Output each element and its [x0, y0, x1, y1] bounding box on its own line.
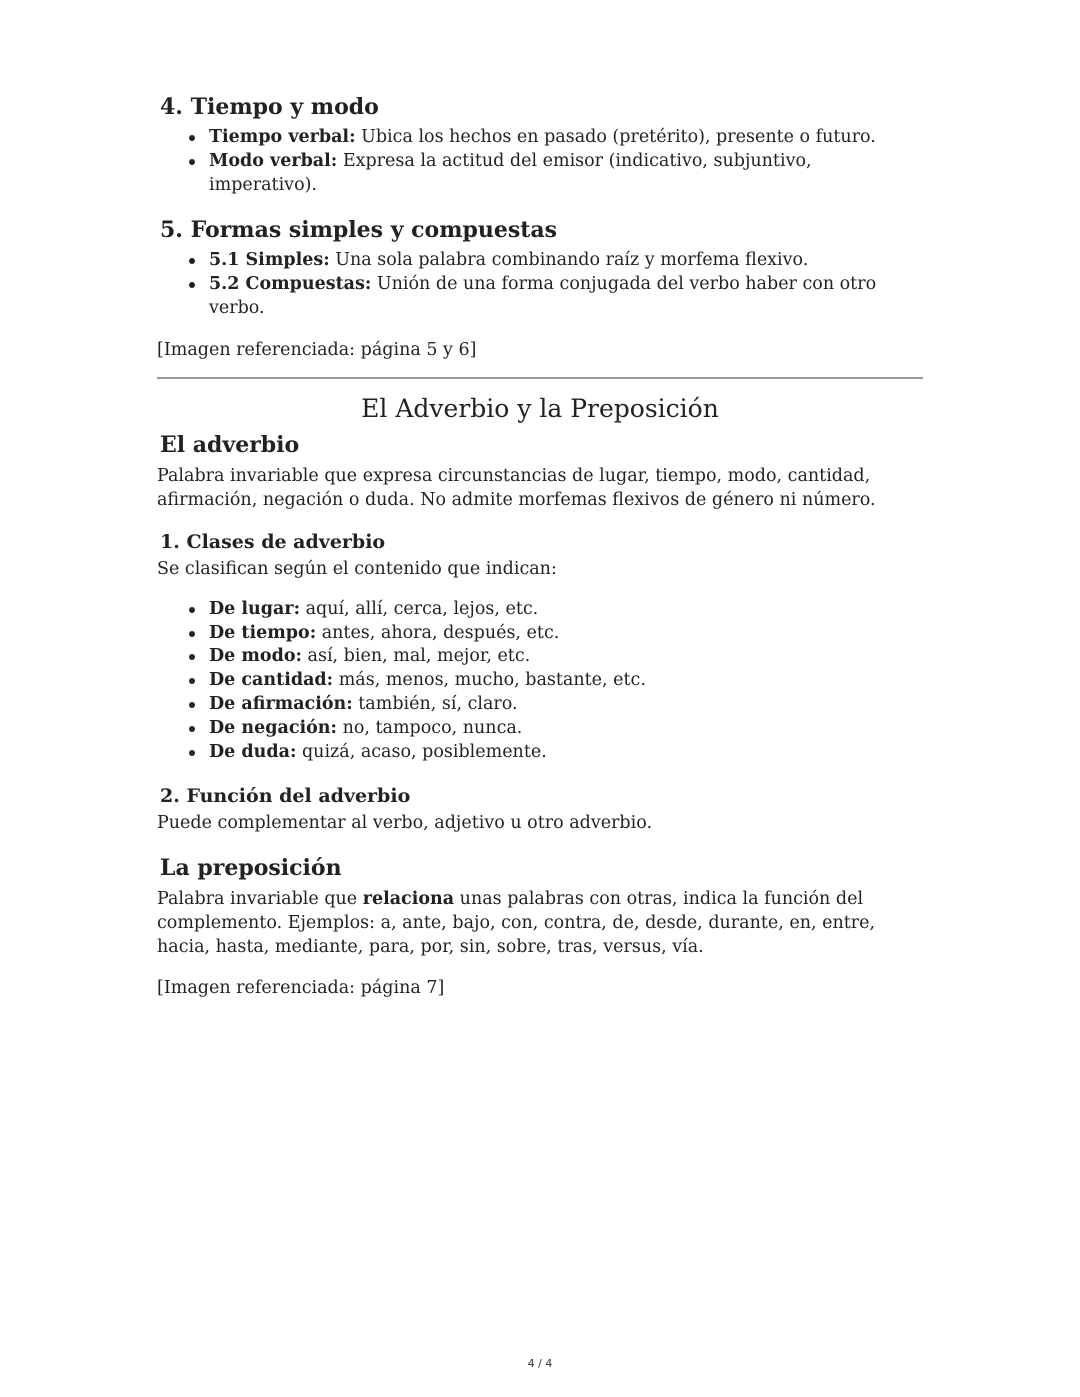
section-divider	[157, 377, 923, 379]
list-item-text: Unión de una forma conjugada del verbo haber con otro verbo.	[209, 274, 877, 318]
list-item-label: Modo verbal:	[209, 150, 338, 171]
list-item-label: De afirmación:	[209, 693, 353, 714]
list-item-label: 5.2 Compuestas:	[209, 274, 372, 295]
image-reference: [Imagen referenciada: página 7]	[157, 978, 445, 999]
funcion-text: Puede complementar al verbo, adjetivo u otro adverbio.	[157, 813, 653, 834]
list-item-text: no, tampoco, nunca.	[337, 717, 523, 738]
list-item-label: De cantidad:	[209, 670, 334, 691]
preposicion-text-start: Palabra invariable que	[157, 889, 363, 910]
list-item	[209, 693, 923, 717]
list-item-text: también, sí, claro.	[352, 693, 518, 714]
list-item	[209, 598, 923, 622]
list-item-label: De tiempo:	[209, 622, 317, 643]
page-number: 4 / 4	[527, 1357, 553, 1370]
list-item-text: Una sola palabra combinando raíz y morfema flexivo.	[329, 250, 809, 271]
list-item	[209, 249, 923, 273]
preposicion-text	[157, 887, 923, 959]
tiempo-modo-list	[157, 126, 923, 197]
adverbio-intro: Palabra invariable que expresa circunstancias de lugar, tiempo, modo, cantidad, afirmación, negación o duda. No admite morfemas flexivos de género ni número.	[157, 465, 876, 510]
list-item	[209, 150, 923, 198]
subsection-heading-funcion: 2. Función del adverbio	[160, 785, 411, 808]
document-content	[157, 92, 923, 1000]
page-title: El Adverbio y la Preposición	[361, 393, 719, 423]
preposicion-text-end: unas palabras con otras, indica la función del complemento. Ejemplos: a, ante, bajo, con, contra, de, desde, durante, en, entre, hacia, hasta, mediante, para, por, sin, sobre, tras, versus, vía.	[157, 889, 876, 958]
list-item-text: antes, ahora, después, etc.	[316, 622, 560, 643]
clases-intro: Se clasifican según el contenido que indican:	[157, 558, 557, 579]
preposicion-bold: relaciona	[362, 889, 455, 910]
list-item	[209, 622, 923, 646]
list-item-text: quizá, acaso, posiblemente.	[296, 741, 547, 762]
list-item-text: Expresa la actitud del emisor (indicativo, subjuntivo, imperativo).	[209, 150, 812, 195]
section-heading-formas: 5. Formas simples y compuestas	[160, 217, 558, 244]
image-reference: [Imagen referenciada: página 5 y 6]	[157, 339, 477, 360]
list-item-label: 5.1 Simples:	[209, 250, 330, 271]
list-item	[209, 741, 923, 765]
list-item-label: De lugar:	[209, 598, 301, 619]
list-item-text: aquí, allí, cerca, lejos, etc.	[300, 598, 539, 619]
list-item-text: así, bien, mal, mejor, etc.	[301, 646, 531, 667]
list-item	[209, 273, 923, 321]
formas-list	[157, 249, 923, 320]
list-item-label: Tiempo verbal:	[209, 127, 356, 147]
list-item	[209, 717, 923, 741]
list-item	[209, 669, 923, 693]
list-item-label: De duda:	[209, 741, 297, 762]
list-item-text: Ubica los hechos en pasado (pretérito), presente o futuro.	[355, 127, 876, 147]
list-item	[209, 645, 923, 669]
section-heading-preposicion: La preposición	[160, 855, 342, 882]
list-item-label: De modo:	[209, 646, 302, 667]
subsection-heading-clases: 1. Clases de adverbio	[160, 530, 386, 553]
list-item-label: De negación:	[209, 717, 337, 738]
clases-list	[157, 598, 923, 765]
section-heading-adverbio: El adverbio	[160, 431, 300, 458]
list-item	[209, 126, 923, 150]
section-heading-tiempo-modo: 4. Tiempo y modo	[160, 94, 379, 120]
list-item-text: más, menos, mucho, bastante, etc.	[333, 670, 646, 691]
